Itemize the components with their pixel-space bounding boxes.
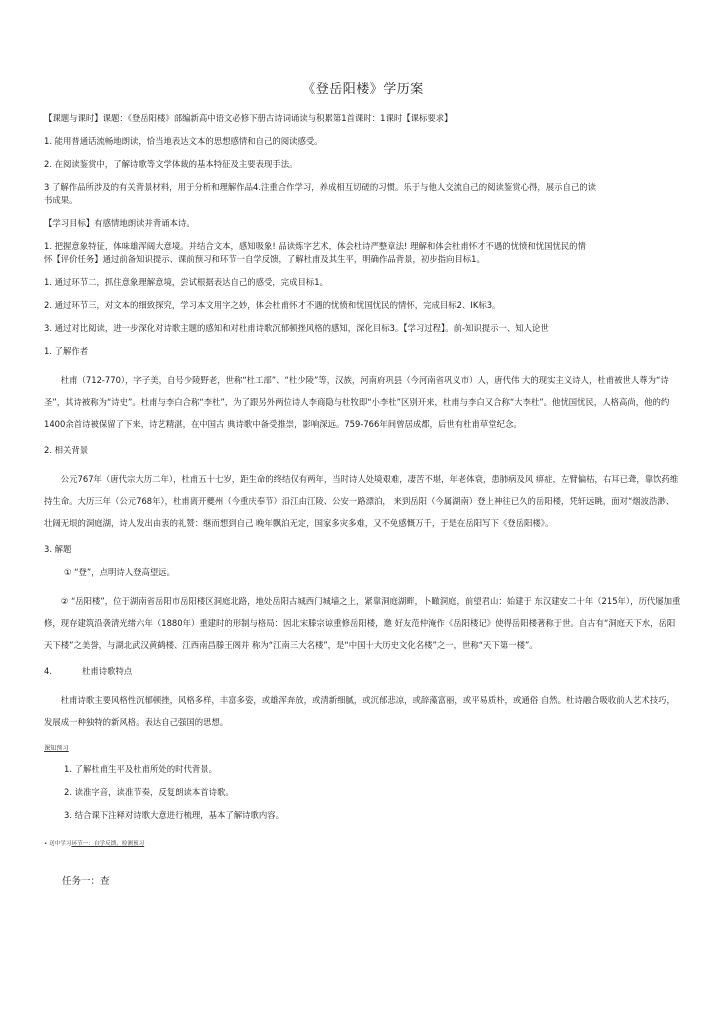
standard-item-1: 1. 能用普通话流畅地朗读，恰当地表达文本的思想感情和自己的阅读感受。 [44,136,323,146]
section-number: 4. [44,666,52,676]
page-title: 《登岳阳楼》学历案 [302,82,424,97]
title-explain-item-1: ① “登”，点明诗人登高望远。 [64,567,175,577]
standard-item-3: 3 了解作品所涉及的有关背景材料，用于分析和理解作品4.注重合作学习，养成相互切磋的习惯。乐于与他人交流自己的阅读鉴赏心得，展示自己的读 [44,182,596,192]
in-class-label: • 送中学习 [44,841,72,847]
preview-item-3: 3. 结合课下注释对诗歌大意进行梳理，基本了解诗歌内容。 [64,810,285,820]
learning-goal: 【学习目标】有感情地朗读并背诵本诗。 [44,218,195,228]
section-author-heading: 1. 了解作者 [44,346,89,356]
standard-item-3-cont: 书成果。 [44,195,78,205]
goal-item-1: 1. 把握意象特征，体味雄浑阔大意境。并结合文本，感知吸象! 品读炼字艺术，体会杜诗严整章法! 理解和体会杜甫怀才不遇的忧愤和忧国忧民的情 [44,241,586,251]
poetry-features-paragraph: 杜甫诗歌主要风格性沉郁顿挫，风格多样，丰富多姿，或雄浑奔放，或清新细腻，或沉郁悲凉，或辞藻富丽，或平易质朴，或通俗 自然。杜诗融合吸收前人艺术技巧，发展成一种独特的新风格。表达自己强国的思想。 [44,695,675,727]
section-poetry-features-heading [44,666,682,677]
preview-item-2: 2. 读准字音，读准节奏，反复朗读本首诗歌。 [64,787,234,797]
standard-item-2: 2. 在阅读鉴赏中，了解诗歌等文学体裁的基本特征及主要表现手法。 [44,159,298,169]
goal-item-1-cont: 怀【评价任务】通过前备知识提示、课前预习和环节一自学反馈，了解杜甫及其生平，明确作品背景，初步指向目标1。 [44,254,485,264]
preview-heading: 课知预习 [44,745,69,752]
section-title-explain-heading: 3. 解题 [44,544,72,554]
background-paragraph: 公元767年（唐代宗大历二年），杜甫五十七岁，距生命的终结仅有两年，当时诗人处境艰难，凄苦不堪，年老体衰，患肺病及风 痹症，左臂偏枯，右耳已聋，靠饮药维持生命。大历三年（公元768年），杜甫离开夔州（今重庆奉节）沿江由江陵、公安一路漂泊， 来到岳阳（今属湖南）登上神往已久的岳阳楼，凭轩远眺，面对“烟波浩渺、壮阔无垠的洞庭湖，诗人发出由衷的礼赞：继而想到自己 晚年飘泊无定，国家多灾多难，又不免感慨万千，于是在岳阳写下《登岳阳楼》。 [44,474,679,528]
section-label: 杜甫诗歌特点 [82,666,133,676]
in-class-note [44,839,682,847]
in-class-link: 环节一：自学反馈，检测预习 [71,841,145,847]
assessment-item-3: 3. 通过对比阅读，进一步深化对诗歌主题的感知和对杜甫诗歌沉郁顿挫风格的感知，深化目标3。【学习过程】。前-知识提示一、知人论世 [44,323,549,333]
assessment-item-1: 1. 通过环节二，抓住意象理解意境，尝试根据表达自己的感受，完成目标1。 [44,277,328,287]
title-explain-item-2: ② “岳阳楼”，位于湖南省岳阳市岳阳楼区洞庭北路，地处岳阳古城西门城墙之上，紧靠洞庭湖畔，卜瞰洞庭，前望君山：始建于 东汉建安二十年（215年），历代屡加重修，现存建筑沿袭清光绪六年（1880年）重建时的形制与格局：因北宋滕宗谅重修岳阳楼，邀 好友范仲淹作《岳阳楼记》使得岳阳楼著称于世。自古有“洞庭天下水，岳阳天下楼”之美誉，与湖北武汉黄鹤楼、江西南昌滕王阁并 称为“江南三大名楼”，是“中国十大历史文化名楼”之一，世称“天下第一楼”。 [44,596,681,650]
task-one: 任务一：查 [62,876,110,887]
author-paragraph: 杜甫（712-770），字子美，自号少陵野老，世称“杜工部”、“杜少陵”等，汉族，河南府巩县（今河南省巩义市）人，唐代伟 大的现实主义诗人，杜甫被世人尊为“诗圣”，其诗被称为“诗史”。杜甫与李白合称“李杜”，为了跟另外两位诗人李商隐与杜牧即“小李杜”区别开来，杜甫与李白又合称“大李杜”。他忧国忧民，人格高尚，他的约1400余首诗被保留了下来，诗艺精湛，在中国古 典诗歌中备受推崇，影响深远。759-766年间曾居成都，后世有杜甫草堂纪念。 [44,375,670,429]
course-topic-line: 【课题与课时】课题：《登岳阳楼》部编新高中语文必修下册古诗词诵读与积累第1首课时：1课时【课标要求】 [44,113,453,123]
assessment-item-2: 2. 通过环节三，对文本的细致探究，学习本文用字之妙，体会杜甫怀才不遇的忧愤和忧国忧民的情怀，完成目标2、IK标3。 [44,300,501,310]
preview-item-1: 1. 了解杜甫生平及杜甫所处的时代背景。 [64,764,218,774]
section-background-heading: 2. 相关背景 [44,445,89,455]
